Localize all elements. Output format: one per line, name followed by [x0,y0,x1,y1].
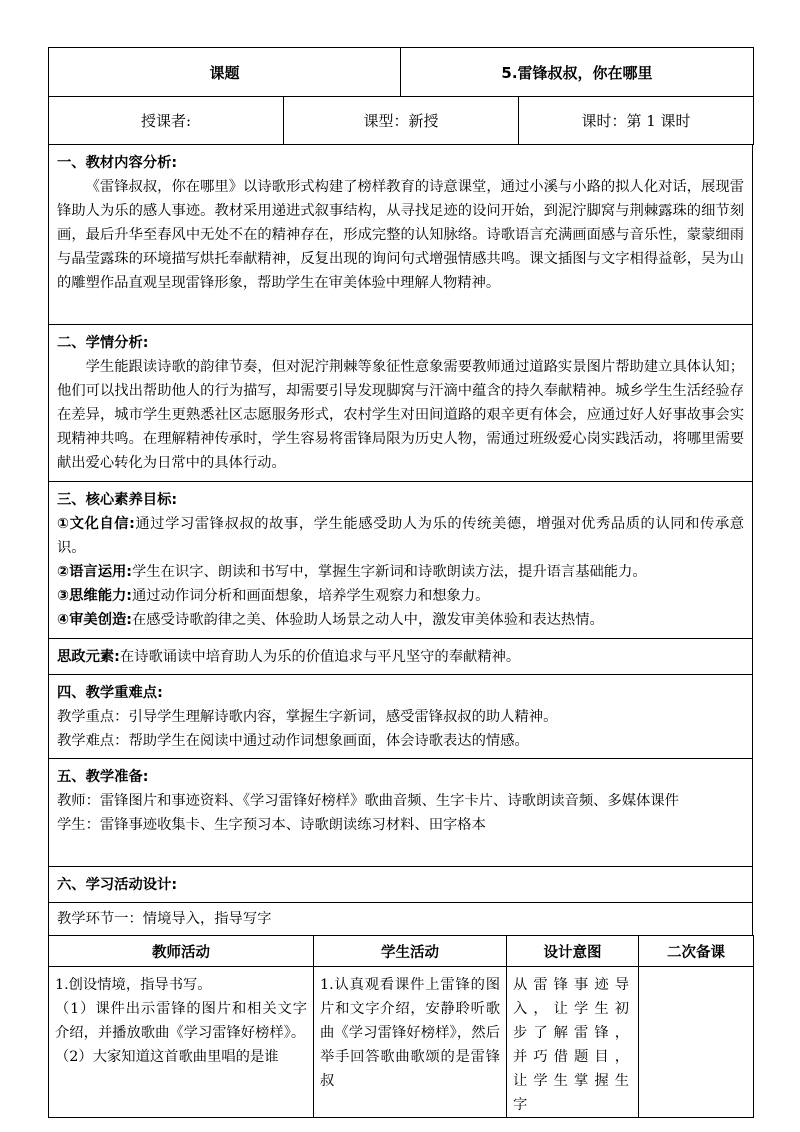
difficulty-point: 教学难点：帮助学生在阅读中通过动作词想象画面，体会诗歌表达的情感。 [57,733,529,749]
ideo-label: 思政元素: [57,649,120,665]
topic-value: 5.雷锋叔叔，你在哪里 [401,48,754,97]
teacher-line: （1）课件出示雷锋的图片和相关文字介绍，并播放歌曲《学习雷锋好榜样》。 [55,1001,307,1041]
section-activity-design [49,867,753,903]
section-preparation [49,759,753,867]
section-title: 三、核心素养目标: [57,492,178,508]
section-textbook-analysis [49,145,753,325]
lesson-plan-sheet [48,47,753,1118]
section-learner-analysis [49,325,753,482]
section-key-points [49,675,753,759]
header-table [48,47,754,97]
col-second-prep: 二次备课 [639,936,754,967]
teacher-label: 授课者: [49,97,284,145]
lesson-time: 课时：第 1 课时 [519,97,754,145]
section-title: 四、教学重难点: [57,685,163,701]
goal-item: ④审美创造:在感受诗歌韵律之美、体验助人场景之动人中，激发审美体验和表达热情。 [57,612,604,628]
ideo-text: 在诗歌诵读中培育助人为乐的价值追求与平凡坚守的奉献精神。 [119,649,521,665]
section-body: 《雷锋叔叔，你在哪里》以诗歌形式构建了榜样教育的诗意课堂，通过小溪与小路的拟人化对话，展现雷锋助人为乐的感人事迹。教材采用递进式叙事结构，从寻找足迹的设问开始，到泥泞脚窝与荆棘露珠的细节刻画，最后升华至春风中无处不在的精神存在，形成完整的认知脉络。诗歌语言充满画面感与音乐性，蒙蒙细雨与晶莹露珠的环境描写烘托奉献精神，反复出现的询问句式增强情感共鸣。课文插图与文字相得益彰，吴为山的雕塑作品直观呈现雷锋形象，帮助学生在审美体验中理解人物精神。 [57,179,744,291]
activity-table [48,935,754,1118]
topic-label: 课题 [49,48,401,97]
content-table [48,144,753,936]
goal-item: ①文化自信:通过学习雷锋叔叔的故事，学生能感受助人为乐的传统美德，增强对优秀品质的认同和传承意识。 [57,516,745,556]
meta-table [48,96,754,145]
key-point: 教学重点：引导学生理解诗歌内容，掌握生字新词，感受雷锋叔叔的助人精神。 [57,709,558,725]
goal-item: ③思维能力:通过动作词分析和画面想象，培养学生观察力和想象力。 [57,588,490,604]
col-teacher-activity: 教师活动 [49,936,314,967]
design-intent-cell: 从雷锋事迹导入，让学生初步了解雷锋，并巧借题目，让学生掌握生字 [507,967,639,1118]
teacher-line: （2）大家知道这首歌曲里唱的是谁 [55,1049,279,1065]
goal-item: ②语言运用:学生在识字、朗读和书写中，掌握生字新词和诗歌朗读方法，提升语言基础能力。 [57,564,647,580]
section-ideological-elements [49,639,753,675]
second-prep-cell [639,967,754,1118]
student-prep: 学生：雷锋事迹收集卡、生字预习本、诗歌朗读练习材料、田字格本 [57,817,486,833]
col-student-activity: 学生活动 [314,936,507,967]
section-body: 学生能跟读诗歌的韵律节奏，但对泥泞荆棘等象征性意象需要教师通过道路实景图片帮助建立具体认知；他们可以找出帮助他人的行为描写，却需要引导发现脚窝与汗滴中蕴含的持久奉献精神。城乡学生生活经验存在差异，城市学生更熟悉社区志愿服务形式，农村学生对田间道路的艰辛更有体会，应通过好人好事故事会实现精神共鸣。在理解精神传承时，学生容易将雷锋局限为历史人物，需通过班级爱心岗实践活动，将哪里需要献出爱心转化为日常中的具体行动。 [57,359,744,471]
section-title: 五、教学准备: [57,769,149,785]
section-title: 六、学习活动设计: [57,877,178,893]
lesson-type: 课型：新授 [284,97,519,145]
col-design-intent: 设计意图 [507,936,639,967]
teacher-activity-cell [49,967,314,1118]
activity-link: 教学环节一：情境导入，指导写字 [49,903,753,936]
section-title: 二、学情分析: [57,335,149,351]
section-title: 一、教材内容分析: [57,155,178,171]
section-core-goals [49,482,753,639]
student-activity-cell: 1.认真观看课件上雷锋的图片和文字介绍，安静聆听歌曲《学习雷锋好榜样》，然后举手回答歌曲歌颂的是雷锋叔 [314,967,507,1118]
teacher-prep: 教师：雷锋图片和事迹资料、《学习雷锋好榜样》歌曲音频、生字卡片、诗歌朗读音频、多媒体课件 [57,793,679,809]
teacher-line: 1.创设情境，指导书写。 [55,977,212,993]
